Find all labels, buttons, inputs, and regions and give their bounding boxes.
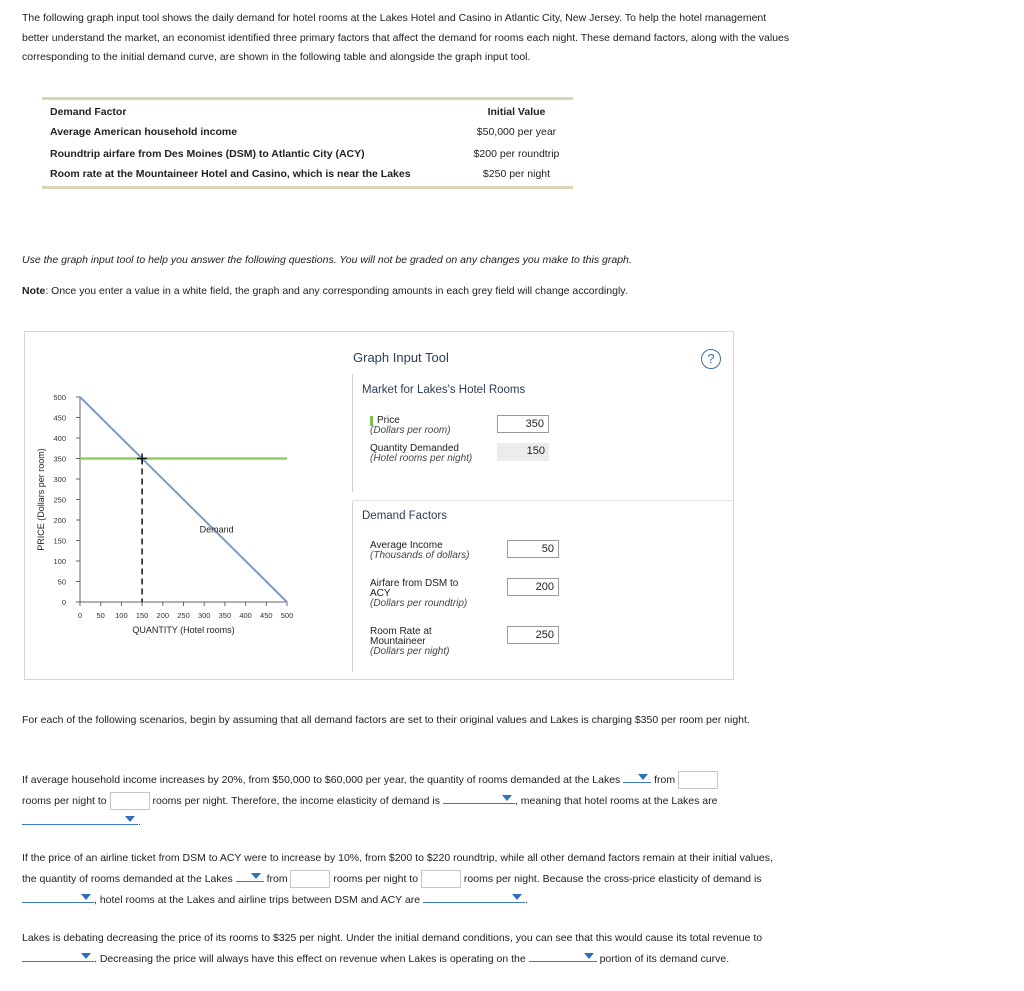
demand-factors-section <box>352 502 734 672</box>
market-section <box>352 374 734 492</box>
x-tick-label: 100 <box>115 611 128 620</box>
x-tick-label: 400 <box>239 611 252 620</box>
price-input[interactable]: 350 <box>497 415 549 433</box>
demand-graph[interactable] <box>25 332 345 679</box>
q3-portion-dropdown[interactable] <box>529 948 597 962</box>
market-title: Market for Lakes's Hotel Rooms <box>362 384 526 396</box>
x-axis-label: QUANTITY (Hotel rooms) <box>132 625 235 635</box>
q1-direction-dropdown[interactable] <box>623 769 651 783</box>
quantity-label: Quantity Demanded (Hotel rooms per night) <box>370 443 473 464</box>
tool-title: Graph Input Tool <box>353 350 449 365</box>
x-tick-label: 0 <box>77 611 83 620</box>
table-cell-factor: Room rate at the Mountaineer Hotel and Casino, which is near the Lakes <box>50 167 411 180</box>
question-circle-icon[interactable]: ? <box>701 349 721 369</box>
table-cell-value: $50,000 per year <box>476 126 557 139</box>
note-label: Note <box>22 285 46 297</box>
x-tick-label: 450 <box>260 611 273 620</box>
y-tick-label: 400 <box>53 434 66 443</box>
table-cell-value: $200 per roundtrip <box>473 147 560 160</box>
y-tick-label: 300 <box>53 475 66 484</box>
q2-to-input[interactable] <box>421 870 461 888</box>
instructions: Use the graph input tool to help you answer the following questions. You will not be graded on any changes you make to this graph. <box>22 254 632 266</box>
income-unit: (Thousands of dollars) <box>370 550 470 561</box>
income-input[interactable]: 50 <box>507 540 559 558</box>
table-row <box>42 122 573 144</box>
input-panel <box>352 332 734 679</box>
x-tick-label: 300 <box>197 611 211 620</box>
y-tick-label: 250 <box>53 495 66 505</box>
table-row <box>42 143 573 165</box>
y-tick-label: 500 <box>53 393 66 402</box>
table-cell-factor: Roundtrip airfare from Des Moines (DSM) to Atlantic City (ACY) <box>50 147 365 160</box>
q2-direction-dropdown[interactable] <box>236 868 264 882</box>
income-label: Average Income (Thousands of dollars) <box>370 540 470 561</box>
quantity-output: 150 <box>497 443 549 461</box>
intro-paragraph: The following graph input tool shows the daily demand for hotel rooms at the Lakes Hotel and Casino in Atlantic City, New Jersey. To help the hotel management better understand the market, an economist identified three primary factors that affect the demand for rooms each night. These demand factors, along with the values corresponding to the initial demand curve, are shown in the following table and alongside the graph input tool. <box>22 12 790 63</box>
graph-input-tool <box>24 331 734 680</box>
q2-relationship-dropdown[interactable] <box>423 889 525 903</box>
table-cell-factor: Average American household income <box>50 126 238 139</box>
airfare-unit: (Dollars per roundtrip) <box>370 598 468 609</box>
y-tick-label: 50 <box>57 577 66 587</box>
x-tick-label: 350 <box>218 611 232 620</box>
note-text: : Once you enter a value in a white field, the graph and any corresponding amounts in each grey field will change accordingly. <box>45 285 628 297</box>
q3-revenue-dropdown[interactable] <box>22 948 94 962</box>
x-tick-label: 200 <box>156 611 170 620</box>
y-tick-label: 200 <box>53 516 66 525</box>
x-tick-label: 50 <box>96 611 105 620</box>
table-header-value: Initial Value <box>487 106 546 119</box>
y-tick-label: 150 <box>53 536 66 546</box>
y-tick-label: 350 <box>53 454 66 464</box>
demand-curve-label: Demand <box>199 524 234 535</box>
airfare-label: Airfare from DSM to ACY (Dollars per roundtrip) <box>370 578 468 609</box>
table-cell-value: $250 per night <box>482 167 551 180</box>
x-tick-label: 500 <box>280 611 294 620</box>
table-header-factor: Demand Factor <box>50 106 127 119</box>
y-axis-label: PRICE (Dollars per room) <box>36 448 46 551</box>
question-income: If average household income increases by 20%, from $50,000 to $60,000 per year, the quantity of rooms demanded at the Lakes from rooms per night to rooms per night. Therefore, the income elasticity of demand is , meaning that hotel rooms at the Lakes are . <box>22 769 784 832</box>
x-tick-label: 150 <box>135 611 149 620</box>
y-tick-label: 100 <box>53 557 66 566</box>
quantity-unit: (Hotel rooms per night) <box>370 453 473 464</box>
q1-from-input[interactable] <box>678 771 718 789</box>
q1-to-input[interactable] <box>110 792 150 810</box>
price-label: Price (Dollars per room) <box>370 415 451 436</box>
q1-good-type-dropdown[interactable] <box>22 811 138 825</box>
demand-factor-table <box>42 97 573 189</box>
q2-from-input[interactable] <box>290 870 330 888</box>
question-revenue: Lakes is debating decreasing the price of its rooms to $325 per night. Under the initial demand conditions, you can see that this would cause its total revenue to . Decreasing the price will always have this effect on revenue when Lakes is operating on the portion of its demand curve. <box>22 932 763 965</box>
room-rate-label: Room Rate at Mountaineer (Dollars per night) <box>370 626 450 657</box>
demand-factors-title: Demand Factors <box>362 510 448 522</box>
y-tick-label: 0 <box>61 598 66 607</box>
table-row <box>42 165 573 187</box>
x-tick-label: 250 <box>177 611 190 620</box>
note <box>22 285 782 297</box>
q2-elasticity-dropdown[interactable] <box>22 889 94 903</box>
series-demand-line <box>80 397 287 602</box>
airfare-input[interactable]: 200 <box>507 578 559 596</box>
room-rate-input[interactable]: 250 <box>507 626 559 644</box>
question-airfare: If the price of an airline ticket from DSM to ACY were to increase by 10%, from $200 to $220 roundtrip, while all other demand factors remain at their initial values, the quantity of rooms demanded at the Lakes from rooms per night to rooms per night. Because the cross-price elasticity of demand is , hotel rooms at the Lakes and airline trips between DSM and ACY are . <box>22 852 773 906</box>
scenario-intro: For each of the following scenarios, begin by assuming that all demand factors are set to their original values and Lakes is charging $350 per room per night. <box>22 714 750 726</box>
y-tick-label: 450 <box>53 413 66 423</box>
price-unit: (Dollars per room) <box>370 425 451 436</box>
room-rate-unit: (Dollars per night) <box>370 646 450 657</box>
q1-elasticity-dropdown[interactable] <box>443 790 515 804</box>
section-divider <box>352 500 734 501</box>
